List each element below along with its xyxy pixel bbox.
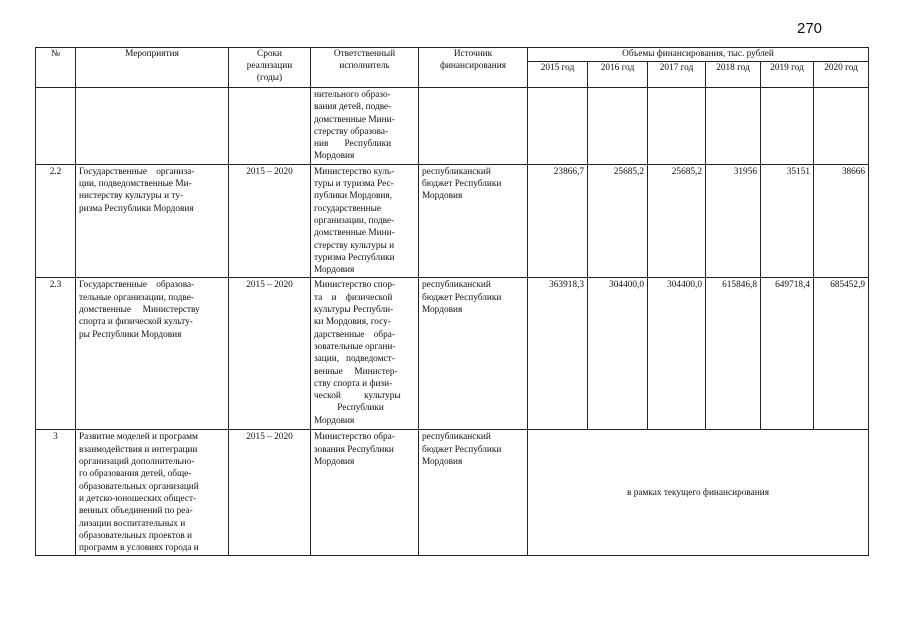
header-year: 2017 год — [648, 62, 706, 88]
source-cell: республиканский бюджет Республики Мордовия — [419, 278, 528, 430]
header-source: Источник финансирования — [419, 48, 528, 88]
header-year: 2020 год — [814, 62, 869, 88]
row-number: 3 — [36, 430, 76, 556]
header-terms: Сроки реализации (годы) — [229, 48, 311, 88]
value-cell: 38666 — [814, 164, 869, 278]
value-cell: 615846,8 — [706, 278, 761, 430]
header-responsible: Ответственный исполнитель — [311, 48, 419, 88]
row-number: 2.2 — [36, 164, 76, 278]
value-cell: 363918,3 — [528, 278, 588, 430]
table-row — [36, 278, 869, 430]
source-cell: республиканский бюджет Республики Мордовия — [419, 430, 528, 556]
responsible-cell: Министерство спор- та и физической культуры Республи- ки Мордовия, госу- дарственные обра- зовательные органи- зации, подведомст- венные Министер- ству спорта и физи- ческой культуры Республики Мордовия — [311, 278, 419, 430]
value-cell: 23866,7 — [528, 164, 588, 278]
value-cell: 25685,2 — [588, 164, 648, 278]
activity-cell: Развитие моделей и программ взаимодействия и интеграции организаций дополнительно- го образования детей, обще- образовательных организаций и детско-юношеских общест- венных объединений по реа- лизации воспитательных и образовательных проектов и программ в условиях города и — [76, 430, 229, 556]
header-year: 2019 год — [761, 62, 814, 88]
source-cell — [419, 88, 528, 165]
terms-cell — [229, 88, 311, 165]
header-num: № — [36, 48, 76, 88]
header-year: 2018 год — [706, 62, 761, 88]
source-cell: республиканский бюджет Республики Мордовия — [419, 164, 528, 278]
activity-cell: Государственные организа- ции, подведомственные Ми- нистерству культуры и ту- ризма Республики Мордовия — [76, 164, 229, 278]
header-activity: Мероприятия — [76, 48, 229, 88]
header-funding: Объемы финансирования, тыс. рублей — [528, 48, 869, 62]
responsible-cell: Министерство обра- зования Республики Мордовия — [311, 430, 419, 556]
activity-cell: Государственные образова- тельные организации, подве- домственные Министерству спорта и физической культу- ры Республики Мордовия — [76, 278, 229, 430]
row-number — [36, 88, 76, 165]
value-cell — [528, 88, 588, 165]
value-cell — [588, 88, 648, 165]
value-cell: 25685,2 — [648, 164, 706, 278]
value-cell: 31956 — [706, 164, 761, 278]
value-cell — [706, 88, 761, 165]
terms-cell: 2015 – 2020 — [229, 278, 311, 430]
table-row — [36, 88, 869, 165]
terms-cell: 2015 – 2020 — [229, 164, 311, 278]
row-number: 2.3 — [36, 278, 76, 430]
value-cell: 304400,0 — [588, 278, 648, 430]
header-year: 2015 год — [528, 62, 588, 88]
page-number: 270 — [797, 20, 823, 37]
value-cell — [648, 88, 706, 165]
table-row — [36, 164, 869, 278]
table-row — [36, 430, 869, 556]
activity-cell — [76, 88, 229, 165]
merged-funding-cell: в рамках текущего финансирования — [528, 430, 869, 556]
responsible-cell: Министерство куль- туры и туризма Рес- публики Мордовия, государственные организации, подве- домственные Мини- стерству культуры и туризма Республики Мордовия — [311, 164, 419, 278]
responsible-cell: нительного образо- вания детей, подве- домственные Мини- стерству образова- ния Республики Мордовия — [311, 88, 419, 165]
funding-table — [35, 47, 869, 556]
value-cell: 35151 — [761, 164, 814, 278]
value-cell: 304400,0 — [648, 278, 706, 430]
value-cell: 685452,9 — [814, 278, 869, 430]
value-cell — [814, 88, 869, 165]
header-year: 2016 год — [588, 62, 648, 88]
value-cell: 649718,4 — [761, 278, 814, 430]
terms-cell: 2015 – 2020 — [229, 430, 311, 556]
value-cell — [761, 88, 814, 165]
